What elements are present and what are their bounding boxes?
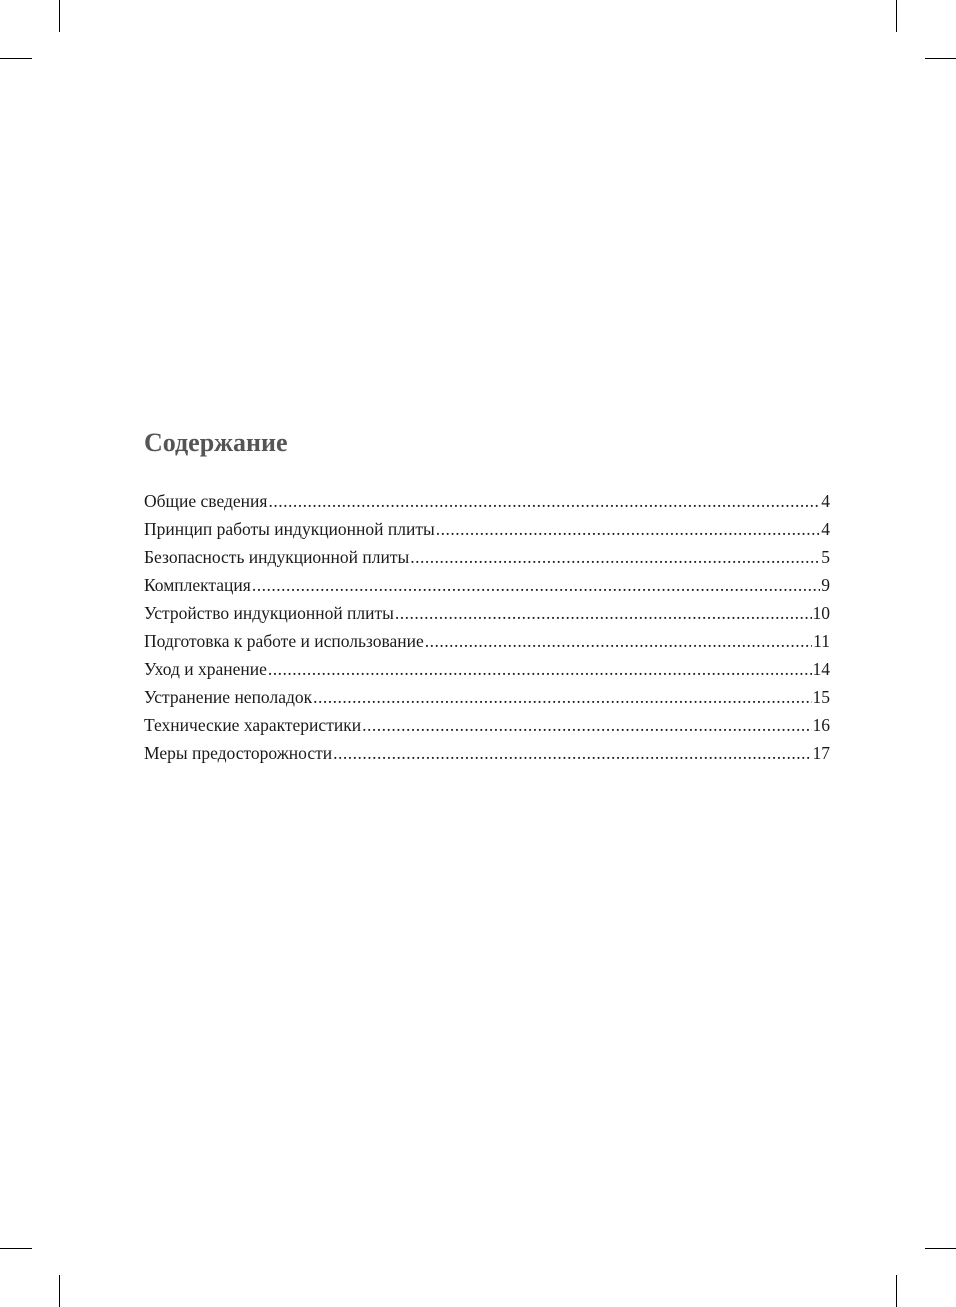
toc-entry-page: 4 <box>821 491 830 511</box>
toc-entry-page: 15 <box>812 687 830 707</box>
toc-entry-page: 10 <box>812 603 830 623</box>
toc-entry[interactable] <box>144 543 830 571</box>
toc-entry-label: Безопасность индукционной плиты <box>144 547 410 567</box>
crop-mark-bottom-right-vertical <box>896 1275 897 1307</box>
toc-dot-leader <box>425 627 812 655</box>
toc-entry-label: Принцип работы индукционной плиты <box>144 519 435 539</box>
toc-entry[interactable] <box>144 487 830 515</box>
toc-dot-leader <box>333 739 811 767</box>
toc-entry-label: Подготовка к работе и использование <box>144 631 424 651</box>
toc-dot-leader <box>252 571 820 599</box>
toc-entry-label: Технические характеристики <box>144 715 362 735</box>
table-of-contents <box>144 487 830 767</box>
crop-mark-bottom-left-horizontal <box>0 1248 32 1249</box>
toc-entry-page: 14 <box>812 659 830 679</box>
toc-entry-page: 17 <box>812 743 830 763</box>
toc-dot-leader <box>313 683 811 711</box>
crop-mark-top-left-vertical <box>59 0 60 32</box>
toc-entry[interactable] <box>144 627 830 655</box>
crop-mark-bottom-right-horizontal <box>925 1248 956 1249</box>
crop-mark-top-right-vertical <box>896 0 897 32</box>
toc-dot-leader <box>436 515 820 543</box>
toc-entry[interactable] <box>144 711 830 739</box>
toc-entry-label: Комплектация <box>144 575 251 595</box>
toc-dot-leader <box>268 655 812 683</box>
toc-entry[interactable] <box>144 599 830 627</box>
crop-mark-bottom-left-vertical <box>59 1275 60 1307</box>
toc-entry-label: Меры предосторожности <box>144 743 333 763</box>
toc-entry[interactable] <box>144 515 830 543</box>
toc-dot-leader <box>395 599 812 627</box>
toc-dot-leader <box>268 487 820 515</box>
toc-entry[interactable] <box>144 739 830 767</box>
toc-entry-label: Уход и хранение <box>144 659 267 679</box>
toc-entry-page: 16 <box>812 715 830 735</box>
toc-entry[interactable] <box>144 683 830 711</box>
page-title: Содержание <box>144 428 288 457</box>
toc-entry-label: Общие сведения <box>144 491 268 511</box>
toc-entry-page: 11 <box>813 631 830 651</box>
crop-mark-top-left-horizontal <box>0 58 32 59</box>
toc-entry[interactable] <box>144 655 830 683</box>
toc-entry-label: Устранение неполадок <box>144 687 313 707</box>
toc-entry-page: 9 <box>821 575 830 595</box>
toc-dot-leader <box>362 711 811 739</box>
toc-entry[interactable] <box>144 571 830 599</box>
toc-entry-page: 4 <box>821 519 830 539</box>
toc-dot-leader <box>410 543 820 571</box>
toc-entry-label: Устройство индукционной плиты <box>144 603 394 623</box>
toc-entry-page: 5 <box>821 547 830 567</box>
crop-mark-top-right-horizontal <box>925 58 956 59</box>
